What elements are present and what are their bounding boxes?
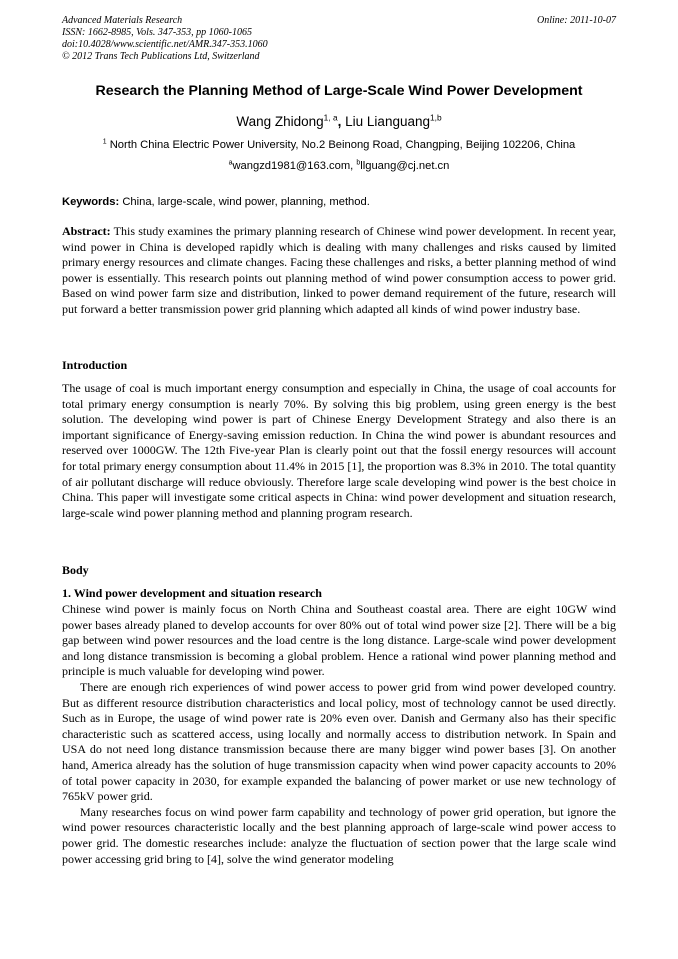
email-a-mark: a — [228, 159, 233, 167]
author-2-affiliation-mark: 1,b — [430, 112, 442, 123]
keywords-text: China, large-scale, wind power, planning, method. — [122, 196, 370, 208]
keywords-label: Keywords: — [62, 196, 120, 208]
email-b-mark: b — [356, 159, 361, 167]
section-1-paragraph-3: Many researches focus on wind power farm capability and technology of power grid operation, but ignore the wind power resources characteristic locally and the best planning approach of large-scale wind power access to power grid. The domestic researches include: analyze the fluctuation of section power that the large scale wind power accessing grid bring to [4], solve the wind generator modeling — [62, 804, 616, 866]
abstract — [62, 224, 616, 318]
copyright-line: © 2012 Trans Tech Publications Ltd, Switzerland — [62, 51, 260, 62]
section-1-body — [62, 602, 616, 867]
journal-name: Advanced Materials Research — [62, 15, 183, 26]
introduction-heading: Introduction — [62, 358, 128, 372]
author-separator: , — [337, 114, 342, 129]
section-1-paragraph-1: Chinese wind power is mainly focus on North China and Southeast coastal area. There are eight 10GW wind power bases already planed to develop accounts for over 80% out of total wind power size [2]. There will be a big gap between wind power resources and the load centre is the long distance. Large-scale wind power development and long distance transmission is becoming a global problem. Hence a rational wind power planning method and principle is much valuable for developing wind power. — [62, 602, 616, 679]
email-b[interactable]: llguang@cj.net.cn — [360, 160, 450, 172]
affiliation-line — [0, 137, 678, 153]
doi-line[interactable]: doi:10.4028/www.scientific.net/AMR.347-353.1060 — [62, 39, 268, 50]
abstract-text: This study examines the primary planning research of Chinese wind power development. In recent year, wind power in China is developed rapidly which is dealing with many challenges and risks caused by limited primary energy resources and climate changes. Facing these challenges and risks, a better planning method of wind power is essentially. This research points out planning method of wind power consumption access to power grid. Based on wind power farm size and distribution, linked to power demand requirement of the future, research will put forward a better transmission power grid planning which adapted all kinds of wind power industry base. — [62, 224, 616, 316]
online-date: Online: 2011-10-07 — [537, 15, 616, 26]
body-heading: Body — [62, 563, 89, 577]
section-1-paragraph-2: There are enough rich experiences of wind power access to power grid from wind power developed country. But as different resource distribution characteristics and local policy, most of technology cannot be used directly. Such as in Europe, the usage of wind power rate is 20% even over. Danish and Germany also has their specific characteristic such as scattered access, using locally and normally access to distribution network. In Spain and USA do not need long distance transmission because there are many bigger wind power bases [3]. On another hand, America already has the solution of huge transmission capacity when wind power capacity accounts to 20% of total power capacity in 2030, for example expanded the balancing of power market or use new technology of 765kV power grid. — [62, 679, 616, 804]
journal-header — [62, 15, 616, 63]
section-1-heading: 1. Wind power development and situation research — [62, 586, 322, 600]
affiliation-mark: 1 — [102, 138, 107, 146]
author-2: Liu Lianguang — [345, 114, 430, 129]
email-a[interactable]: wangzd1981@163.com, — [232, 160, 354, 172]
email-line — [0, 158, 678, 174]
abstract-label: Abstract: — [62, 224, 111, 238]
affiliation-text: North China Electric Power University, No.2 Beinong Road, Changping, Beijing 102206, China — [109, 139, 576, 151]
paper-title: Research the Planning Method of Large-Scale Wind Power Development — [95, 83, 583, 99]
author-1: Wang Zhidong — [236, 114, 324, 129]
author-line — [0, 113, 678, 131]
issn-line: ISSN: 1662-8985, Vols. 347-353, pp 1060-1065 — [62, 27, 252, 38]
author-1-affiliation-mark: 1, a — [323, 112, 338, 123]
introduction-text: The usage of coal is much important energy consumption and especially in China, the usage of coal accounts for total primary energy consumption is nearly 70%. By solving this big problem, using green energy is the best solution. The developing wind power is part of Chinese Energy Development Strategy and also there is an important significance of Energy-saving emission reduction. In China the wind power is abundant resources and reserved over 1000GW. The 12th Five-year Plan is clearly point out that the fossil energy resources will account for total primary energy consumption about 11.4% in 2015 [1], the proportion was 8.3% in 2010. The total quantity of air pollutant discharge will reduce obviously. Therefore large scale developing wind power is the best choice in China. This paper will investigate some critical aspects in China: wind power development and situation research, large-scale wind power planning method and planning program research. — [62, 381, 616, 520]
keywords — [62, 194, 616, 210]
